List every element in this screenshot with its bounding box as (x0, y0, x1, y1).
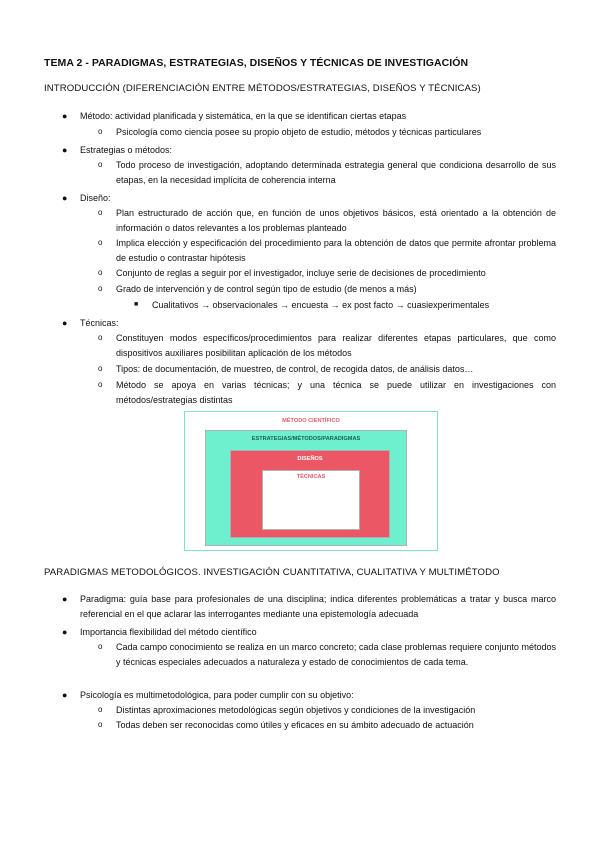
bullet-dot: ● (62, 145, 68, 155)
diagram-box-estrategias (205, 430, 407, 546)
diagram-box-tecnicas (262, 470, 360, 530)
subitem-psicologia-2: Todas deben ser reconocidas como útiles y eficaces en su ámbito adecuado de actuación (116, 720, 474, 730)
bullet-circle: o (98, 268, 103, 277)
bullet-dot: ● (62, 594, 68, 604)
document-title: TEMA 2 - PARADIGMAS, ESTRATEGIAS, DISEÑOS Y TÉCNICAS DE INVESTIGACIÓN (44, 57, 469, 69)
diagram-label-metodo-cientifico: MÉTODO CIENTÍFICO (282, 418, 340, 424)
subitem-tecnicas-2: Tipos: de documentación, de muestreo, de control, de recogida datos, de análisis datos… (116, 364, 474, 374)
subitem-metodo: Psicología como ciencia posee su propio objeto de estudio, métodos y técnicas particulares (116, 127, 482, 137)
section-heading-introduccion: INTRODUCCIÓN (DIFERENCIACIÓN ENTRE MÉTODOS/ESTRATEGIAS, DISEÑOS Y TÉCNICAS) (44, 83, 481, 94)
bullet-circle: o (98, 208, 103, 217)
subsubitem-grado: Cualitativos → observacionales → encuesta → ex post facto → cuasiexperimentales (152, 300, 490, 310)
item-importancia: Importancia flexibilidad del método científico (80, 627, 257, 637)
subitem-tecnicas-3: Método se apoya en varias técnicas; y una técnica se puede utilizar en investigaciones con métodos/estrategias distintas (116, 380, 556, 405)
subitem-diseno-3: Conjunto de reglas a seguir por el investigador, incluye serie de decisiones de procedimiento (116, 268, 486, 278)
item-metodo: Método: actividad planificada y sistemática, en la que se identifican ciertas etapas (80, 111, 407, 121)
item-paradigma: Paradigma: guía base para profesionales de una disciplina; indica diferentes problemáticas a tratar y busca marco referencial en el que aclarar las interrogantes mediante una epistemología adecuada (80, 594, 556, 619)
bullet-dot: ● (62, 111, 68, 121)
bullet-circle: o (98, 705, 103, 714)
bullet-circle: o (98, 720, 103, 729)
item-diseno: Diseño: (80, 193, 111, 203)
bullet-dot: ● (62, 690, 68, 700)
subitem-diseno-2: Implica elección y especificación del procedimiento para la obtención de datos que permite afrontar problema de estudio o contrastar hipótesis (116, 238, 556, 263)
subitem-tecnicas-1: Constituyen modos específicos/procedimientos para realizar diferentes etapas particulares, que como dispositivos auxiliares posibilitan aplicación de los métodos (116, 333, 556, 358)
bullet-circle: o (98, 238, 103, 247)
subitem-estrategias: Todo proceso de investigación, adoptando determinada estrategia general que condiciona desarrollo de sus etapas, en la necesidad implícita de coherencia interna (116, 160, 556, 185)
bullet-circle: o (98, 284, 103, 293)
bullet-dot: ● (62, 193, 68, 203)
bullet-circle: o (98, 364, 103, 373)
diagram-label-disenos: DISEÑOS (297, 456, 323, 462)
bullet-square: ■ (134, 301, 139, 308)
subitem-diseno-1: Plan estructurado de acción que, en función de unos objetivos básicos, está orientado a la obtención de información o datos relevantes a los problemas planteado (116, 208, 556, 233)
bullet-dot: ● (62, 318, 68, 328)
item-tecnicas: Técnicas: (80, 318, 119, 328)
bullet-circle: o (98, 333, 103, 342)
section-heading-paradigmas: PARADIGMAS METODOLÓGICOS. INVESTIGACIÓN CUANTITATIVA, CUALITATIVA Y MULTIMÉTODO (44, 567, 500, 578)
diagram-label-estrategias: ESTRATEGIAS/MÉTODOS/PARADIGMAS (251, 436, 361, 442)
diagram-label-tecnicas: TÉCNICAS (296, 474, 326, 480)
subitem-importancia: Cada campo conocimiento se realiza en un marco concreto; cada clase problemas requiere conjunto métodos y técnicas especiales adecuados a naturaleza y estado de conocimientos de cada tema. (116, 642, 556, 667)
item-estrategias: Estrategias o métodos: (80, 145, 173, 155)
bullet-circle: o (98, 380, 103, 389)
subitem-psicologia-1: Distintas aproximaciones metodológicas según objetivos y condiciones de la investigación (116, 705, 476, 715)
bullet-circle: o (98, 127, 103, 136)
bullet-dot: ● (62, 627, 68, 637)
subitem-diseno-4: Grado de intervención y de control según tipo de estudio (de menos a más) (116, 284, 417, 294)
bullet-circle: o (98, 160, 103, 169)
diagram-box-disenos (230, 450, 390, 538)
item-psicologia: Psicología es multimetodológica, para poder cumplir con su objetivo: (80, 690, 354, 700)
bullet-circle: o (98, 642, 103, 651)
nested-methods-diagram (184, 411, 438, 551)
